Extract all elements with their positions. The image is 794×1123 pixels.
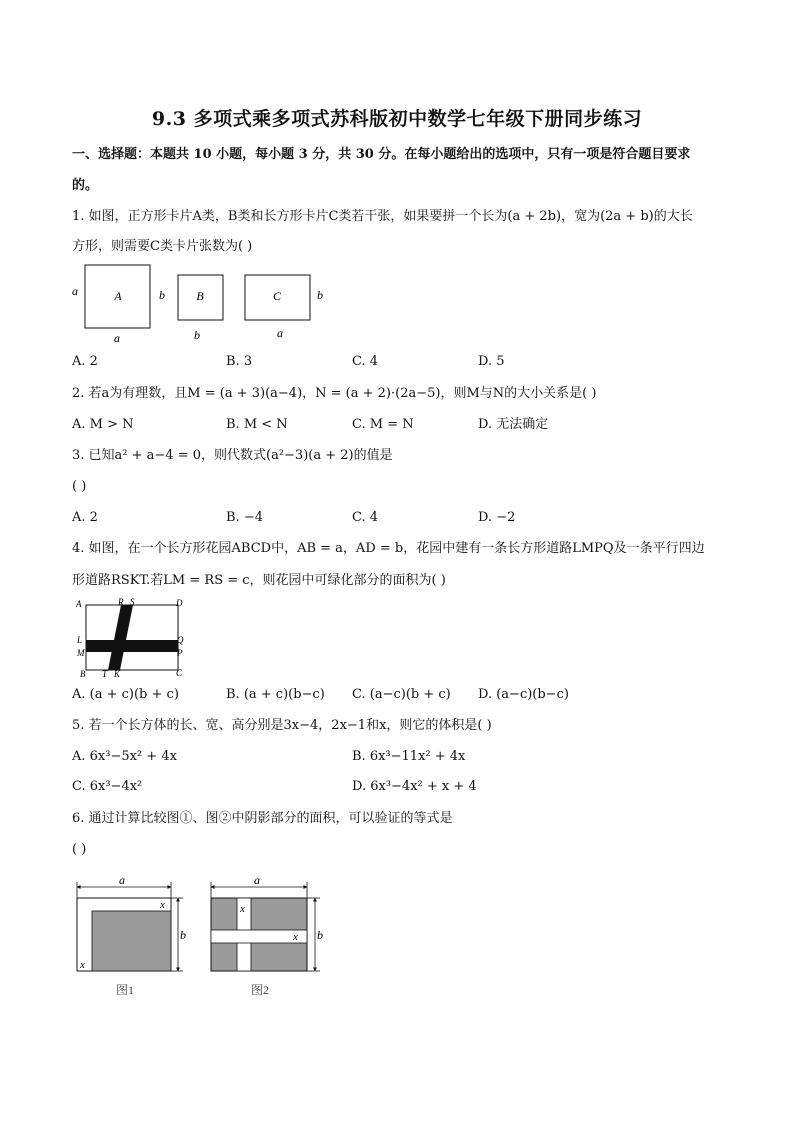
label-m: M [77, 648, 85, 658]
label-p: P [177, 648, 183, 658]
card-c-label: C [272, 289, 282, 303]
card-a-right-side: b [159, 288, 165, 302]
label-l: L [77, 635, 83, 645]
q4-text-line2: 形道路RSKT.若LM = RS = c，则花园中可绿化部分的面积为( ) [72, 573, 446, 588]
road-lmpq [86, 640, 178, 652]
page-title: 9.3 多项式乘多项式苏科版初中数学七年级下册同步练习 [151, 108, 643, 130]
q3-text-line1: 3. 已知a² + a−4 = 0，则代数式(a²−3)(a + 2)的值是 [72, 448, 393, 463]
fig1-caption: 图1 [115, 983, 135, 997]
q4-option-c[interactable]: C. (a−c)(b + c) [352, 687, 451, 702]
q4-text-line1: 4. 如图，在一个长方形花园ABCD中，AB = a，AD = b，花园中建有一条长方形道路LMPQ及一条平行四边 [72, 541, 705, 556]
q1-option-a[interactable]: A. 2 [72, 354, 98, 369]
fig2-label-b: b [317, 928, 323, 942]
figure-1 [77, 873, 186, 997]
card-b-label: B [196, 289, 204, 303]
fig1-label-x-left: x [80, 959, 85, 971]
garden-rectangle [86, 605, 178, 670]
label-k: K [114, 669, 121, 679]
fig1-label-b: b [180, 928, 186, 942]
q4-option-b[interactable]: B. (a + c)(b−c) [226, 687, 325, 702]
q3-option-a[interactable]: A. 2 [72, 510, 98, 525]
q1-option-d[interactable]: D. 5 [478, 354, 505, 369]
section-header-line2: 的。 [72, 178, 99, 193]
q2-text-line1: 2. 若a为有理数，且M = (a + 3)(a−4)，N = (a + 2)·(2a−5)，则M与N的大小关系是( ) [72, 386, 597, 401]
section-header-line1: 一、选择题：本题共 10 小题，每小题 3 分，共 30 分。在每小题给出的选项中，只有一项是符合题目要求 [72, 147, 691, 162]
card-a-left-side: a [72, 284, 78, 298]
q3-option-b[interactable]: B. −4 [226, 510, 263, 525]
fig2-label-x-top: x [240, 903, 245, 915]
fig2-label-x-mid: x [293, 931, 298, 943]
q5-option-a[interactable]: A. 6x³−5x² + 4x [72, 749, 177, 764]
q5-option-b[interactable]: B. 6x³−11x² + 4x [352, 749, 466, 764]
fig1-label-a: a [119, 873, 125, 887]
q2-option-d[interactable]: D. 无法确定 [478, 417, 549, 432]
figure-2 [211, 873, 323, 997]
q5-text-line1: 5. 若一个长方体的长、宽、高分别是3x−4，2x−1和x，则它的体积是( ) [72, 718, 492, 733]
label-q: Q [177, 635, 184, 645]
label-t: T [102, 669, 108, 679]
q1-text-line1: 1. 如图，正方形卡片A类，B类和长方形卡片C类若干张，如果要拼一个长为(a + 2b)，宽为(2a + b)的大长 [72, 209, 693, 224]
q5-option-c[interactable]: C. 6x³−4x² [72, 779, 143, 794]
label-s: S [130, 597, 135, 607]
q2-option-b[interactable]: B. M < N [226, 417, 288, 432]
q4-option-d[interactable]: D. (a−c)(b−c) [478, 687, 569, 702]
q2-option-c[interactable]: C. M = N [352, 417, 414, 432]
q4-option-a[interactable]: A. (a + c)(b + c) [72, 687, 179, 702]
fig2-label-a: a [254, 873, 260, 887]
label-d: D [176, 598, 183, 608]
q5-option-d[interactable]: D. 6x³−4x² + x + 4 [352, 779, 477, 794]
q4-figure [74, 598, 194, 680]
fig2-strip-cross [238, 931, 250, 942]
card-c-right-side: b [317, 288, 323, 302]
card-b-bottom-side: b [194, 328, 200, 342]
label-c: C [176, 668, 183, 678]
q1-option-c[interactable]: C. 4 [352, 354, 379, 369]
fig1-shaded-rect [92, 911, 171, 971]
label-b: B [80, 669, 86, 679]
label-r: R [118, 597, 124, 607]
q1-option-b[interactable]: B. 3 [226, 354, 253, 369]
card-a-label: A [114, 289, 122, 303]
q1-figure [68, 262, 338, 346]
q2-option-a[interactable]: A. M > N [72, 417, 134, 432]
card-c-bottom-side: a [277, 326, 283, 340]
q3-option-d[interactable]: D. −2 [478, 510, 516, 525]
fig2-caption: 图2 [250, 983, 270, 997]
road-rskt [108, 605, 133, 670]
q6-text-line2: ( ) [72, 842, 87, 857]
q3-option-c[interactable]: C. 4 [352, 510, 379, 525]
q1-text-line2: 方形，则需要C类卡片张数为( ) [72, 239, 253, 254]
q3-text-line2: ( ) [72, 479, 87, 494]
q6-text-line1: 6. 通过计算比较图①、图②中阴影部分的面积，可以验证的等式是 [72, 811, 453, 826]
fig1-label-x-top: x [160, 899, 165, 911]
card-a-bottom-side: a [114, 331, 120, 345]
label-a: A [76, 599, 82, 609]
q6-figures [70, 872, 340, 1002]
